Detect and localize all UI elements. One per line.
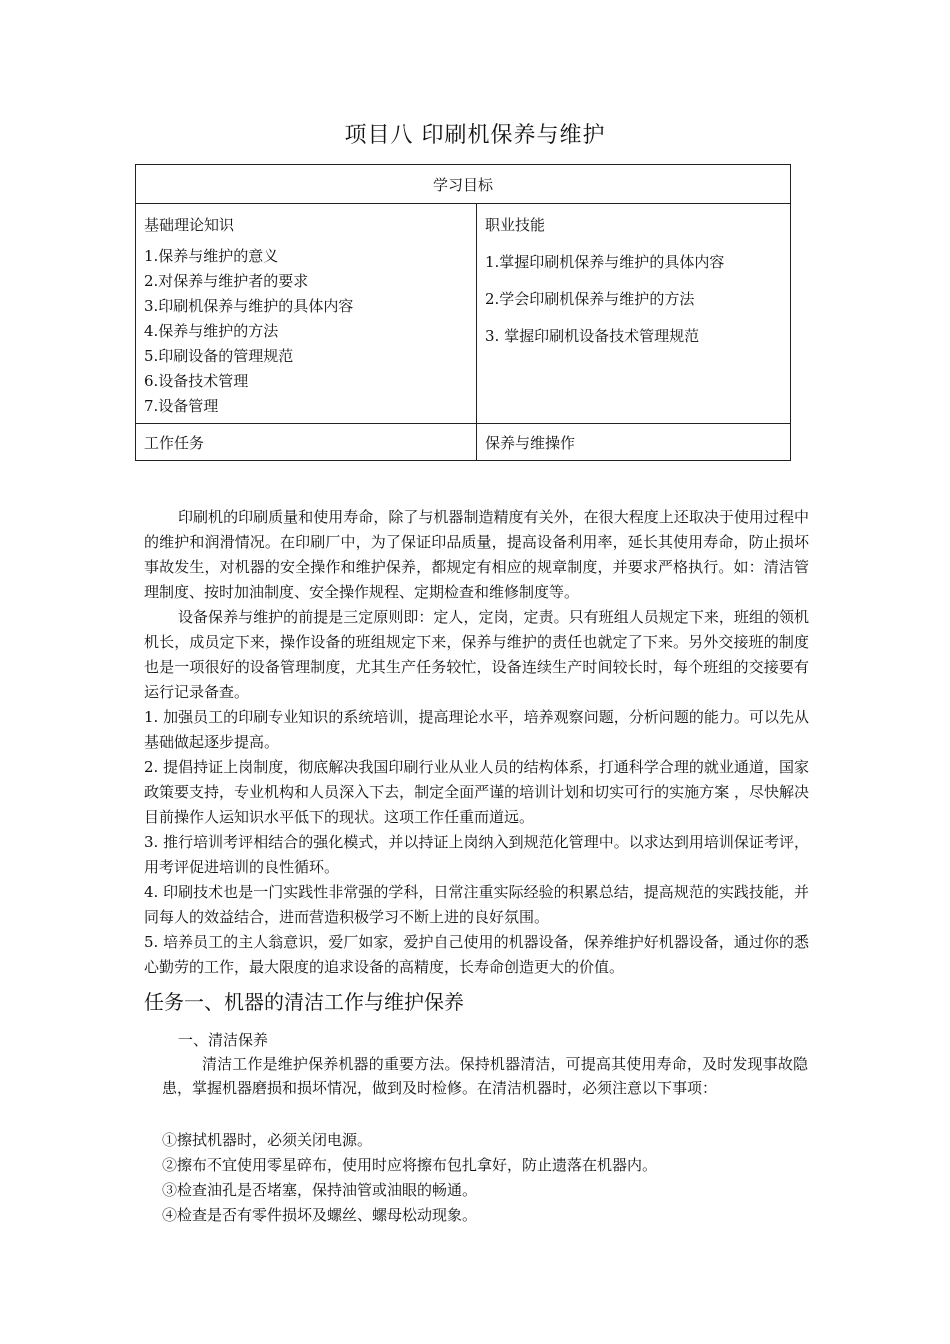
- list-item: 3.印刷机保养与维护的具体内容: [144, 297, 354, 315]
- task-heading: 任务一、机器的清洁工作与维护保养: [144, 990, 464, 1014]
- theory-knowledge-title: 基础理论知识: [144, 216, 235, 234]
- list-item: 3. 掌握印刷机设备技术管理规范: [485, 327, 700, 345]
- cleaning-paragraph: [162, 1052, 808, 1100]
- vocational-skills-cell: [477, 204, 791, 424]
- intro-paragraph: 印刷机的印刷质量和使用寿命，除了与机器制造精度有关外，在很大程度上还取决于使用过程中的维护和润滑情况。在印刷厂中，为了保证印品质量，提高设备利用率，延长其使用寿命，防止损坏事故发生，对机器的安全操作和维护保养，都规定有相应的规章制度，并要求严格执行。如：清洁管理制度、按时加油制度、安全操作规程、定期检查和维修制度等。: [144, 508, 809, 601]
- vocational-skills-list: [485, 244, 782, 355]
- learning-goals-table: [135, 164, 791, 461]
- list-item: 1.保养与维护的意义: [144, 247, 279, 265]
- page-title: 项目八 印刷机保养与维护: [344, 123, 606, 148]
- list-item: 7.设备管理: [144, 397, 219, 415]
- list-item: 5. 培养员工的主人翁意识，爱厂如家，爱护自己使用的机器设备，保养维护好机器设备，通过你的悉心勤劳的工作，最大限度的追求设备的高精度，长寿命创造更大的价值。: [144, 933, 809, 976]
- list-item: 6.设备技术管理: [144, 372, 249, 390]
- list-item: ④检查是否有零件损坏及螺丝、螺母松动现象。: [162, 1206, 478, 1224]
- cleaning-paragraph-text: 清洁工作是维护保养机器的重要方法。保持机器清洁，可提高其使用寿命，及时发现事故隐患，掌握机器磨损和损坏情况，做到及时检修。在清洁机器时，必须注意以下事项：: [162, 1055, 808, 1097]
- cleaning-items: [162, 1128, 657, 1228]
- list-item: ②擦布不宜使用零星碎布，使用时应将擦布包扎拿好，防止遗落在机器内。: [162, 1156, 658, 1174]
- theory-knowledge-list: [144, 244, 468, 419]
- section-subheading: 一、清洁保养: [178, 1031, 269, 1049]
- work-task-value: 保养与维操作: [477, 424, 791, 461]
- list-item: 1. 加强员工的印刷专业知识的系统培训，提高理论水平，培养观察问题，分析问题的能力。可以先从基础做起逐步提高。: [144, 708, 809, 751]
- principle-paragraph: 设备保养与维护的前提是三定原则即：定人，定岗，定责。只有班组人员规定下来，班组的领机机长，成员定下来，操作设备的班组规定下来，保养与维护的责任也就定了下来。另外交接班的制度也是一项很好的设备管理制度，尤其生产任务较忙，设备连续生产时间较长时，每个班组的交接要有运行记录备查。: [144, 608, 809, 701]
- goals-header: 学习目标: [136, 165, 791, 204]
- list-item: 3. 推行培训考评相结合的强化模式，并以持证上岗纳入到规范化管理中。以求达到用培训保证考评，用考评促进培训的良性循环。: [144, 833, 809, 876]
- list-item: 4.保养与维护的方法: [144, 322, 279, 340]
- list-item: 2.学会印刷机保养与维护的方法: [485, 290, 695, 308]
- work-task-label: 工作任务: [136, 424, 477, 461]
- list-item: 2. 提倡持证上岗制度，彻底解决我国印刷行业从业人员的结构体系，打通科学合理的就业通道，国家政策要支持，专业机构和人员深入下去，制定全面严谨的培训计划和切实可行的实施方案 ，尽快解决目前操作人运知识水平低下的现状。这项工作任重而道远。: [144, 758, 809, 826]
- list-item: 1.掌握印刷机保养与维护的具体内容: [485, 253, 725, 271]
- theory-knowledge-cell: [136, 204, 477, 424]
- body-text: [144, 505, 809, 980]
- list-item: ③检查油孔是否堵塞，保持油管或油眼的畅通。: [162, 1181, 478, 1199]
- list-item: 5.印刷设备的管理规范: [144, 347, 294, 365]
- vocational-skills-title: 职业技能: [485, 216, 546, 234]
- list-item: 4. 印刷技术也是一门实践性非常强的学科，日常注重实际经验的积累总结，提高规范的实践技能，并同每人的效益结合，进而营造积极学习不断上进的良好氛围。: [144, 883, 809, 926]
- list-item: ①擦拭机器时，必须关闭电源。: [162, 1131, 373, 1149]
- list-item: 2.对保养与维护者的要求: [144, 272, 309, 290]
